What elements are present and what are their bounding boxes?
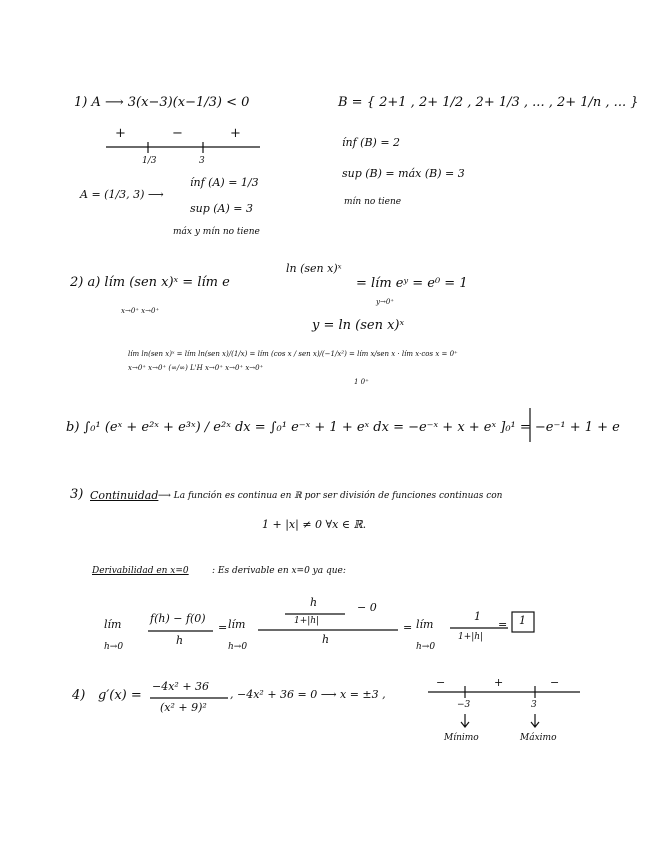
p1-inf-A: ínf (A) = 1/3 xyxy=(190,176,259,189)
p4-sign-right: − xyxy=(550,676,560,689)
p1-tick-label-third: 1/3 xyxy=(142,156,157,166)
p4-tick-label-neg3: −3 xyxy=(457,700,471,710)
p3-lim-1-sub: h→0 xyxy=(104,642,124,652)
p3-lim-3: lím xyxy=(416,618,434,631)
p4-g-prime: g′(x) = xyxy=(98,688,142,703)
p4-sign-left: − xyxy=(436,676,446,689)
p4-max-label: Máximo xyxy=(520,733,557,743)
p1-sup-A: sup (A) = 3 xyxy=(190,202,254,215)
p2a-limit-rhs: = lím eʸ = e⁰ = 1 xyxy=(356,276,468,291)
p3-frac2-num-bot: 1+|h| xyxy=(294,616,320,626)
p3-frac1-num: f(h) − f(0) xyxy=(150,612,206,625)
p4-min-label: Mínimo xyxy=(444,733,479,743)
p1-set-B: B = { 2+1 , 2+ 1/2 , 2+ 1/3 , ... , 2+ 1/n , ... } xyxy=(338,95,639,110)
p1-sign-plus-left: + xyxy=(115,126,126,141)
p1-note-A: máx y mín no tiene xyxy=(173,227,260,237)
p4-sign-mid: + xyxy=(494,676,504,689)
p2a-limit-rhs-sub: y→0⁺ xyxy=(376,298,394,306)
p4-solve: , −4x² + 36 = 0 ⟶ x = ±3 , xyxy=(230,688,386,701)
p3-frac1-den: h xyxy=(176,634,184,647)
p4-arrow-max xyxy=(531,714,539,727)
p4-arrow-min xyxy=(461,714,469,727)
p1-inf-B: ínf (B) = 2 xyxy=(342,136,401,149)
p3-line1: ⟶ La función es continua en ℝ por ser división de funciones continuas con xyxy=(158,491,503,501)
p1-tick-label-three: 3 xyxy=(199,156,205,166)
p3-frac3-num: 1 xyxy=(474,610,481,623)
p2a-detail-sub: x→0⁺ x→0⁺ (∞/∞) L'H x→0⁺ x→0⁺ x→0⁺ xyxy=(128,364,264,372)
p2a-detail-under: 1 0⁺ xyxy=(354,378,369,386)
p1-sign-plus-right: + xyxy=(230,126,241,141)
p3-eq-2: = xyxy=(403,621,413,634)
p3-frac3-den: 1+|h| xyxy=(458,632,484,642)
p4-tick-label-3: 3 xyxy=(531,700,537,710)
p3-line2: 1 + |x| ≠ 0 ∀x ∈ ℝ. xyxy=(262,518,367,531)
p3-number: 3) xyxy=(70,487,84,502)
p3-frac2-minus: − 0 xyxy=(357,601,377,614)
p3-lim-2-sub: h→0 xyxy=(228,642,248,652)
p2a-substitution: y = ln (sen x)ˣ xyxy=(312,318,405,333)
p1-sup-B: sup (B) = máx (B) = 3 xyxy=(342,167,465,180)
p1-note-B: mín no tiene xyxy=(344,197,402,207)
p3-eq-1: = xyxy=(218,621,228,634)
p3-result: 1 xyxy=(519,614,526,627)
p3-lim-3-sub: h→0 xyxy=(416,642,436,652)
p4-numerator: −4x² + 36 xyxy=(152,680,210,693)
p3-lim-1: lím xyxy=(104,618,122,631)
p4-denominator: (x² + 9)² xyxy=(160,701,207,714)
p3-frac2-num-top: h xyxy=(310,596,318,609)
p3-lim-2: lím xyxy=(228,618,246,631)
p3-deriv-text: : Es derivable en x=0 ya que: xyxy=(212,566,346,576)
p1-set-A: A = (1/3, 3) ⟶ xyxy=(80,188,164,201)
p3-frac2-den: h xyxy=(322,633,330,646)
p3-deriv-heading: Derivabilidad en x=0 xyxy=(92,566,189,576)
p2a-limit-lhs-sub: x→0⁺ x→0⁺ xyxy=(121,307,160,315)
p2a-exponent: ln (sen x)ˣ xyxy=(286,262,342,275)
p1-inequality: 1) A ⟶ 3(x−3)(x−1/3) < 0 xyxy=(74,95,250,110)
p3-heading: Continuidad xyxy=(90,489,159,502)
p2b-integral: b) ∫₀¹ (eˣ + e²ˣ + e³ˣ) / e²ˣ dx = ∫₀¹ e⁻ˣ + 1 + eˣ dx = −e⁻ˣ + x + eˣ ]₀¹ = −e⁻¹ + 1 + e xyxy=(66,420,620,435)
p3-eq-3: = xyxy=(498,618,508,631)
p2a-detail: lím ln(sen x)ˣ = lím ln(sen x)/(1/x) = lím (cos x / sen x)/(−1/x²) = lím x/sen x · lím x·cos x = 0⁺ xyxy=(128,350,458,358)
p2a-limit-lhs: 2) a) lím (sen x)ˣ = lím e xyxy=(70,275,230,290)
p4-number: 4) xyxy=(72,688,86,703)
p1-sign-minus: − xyxy=(172,126,183,141)
